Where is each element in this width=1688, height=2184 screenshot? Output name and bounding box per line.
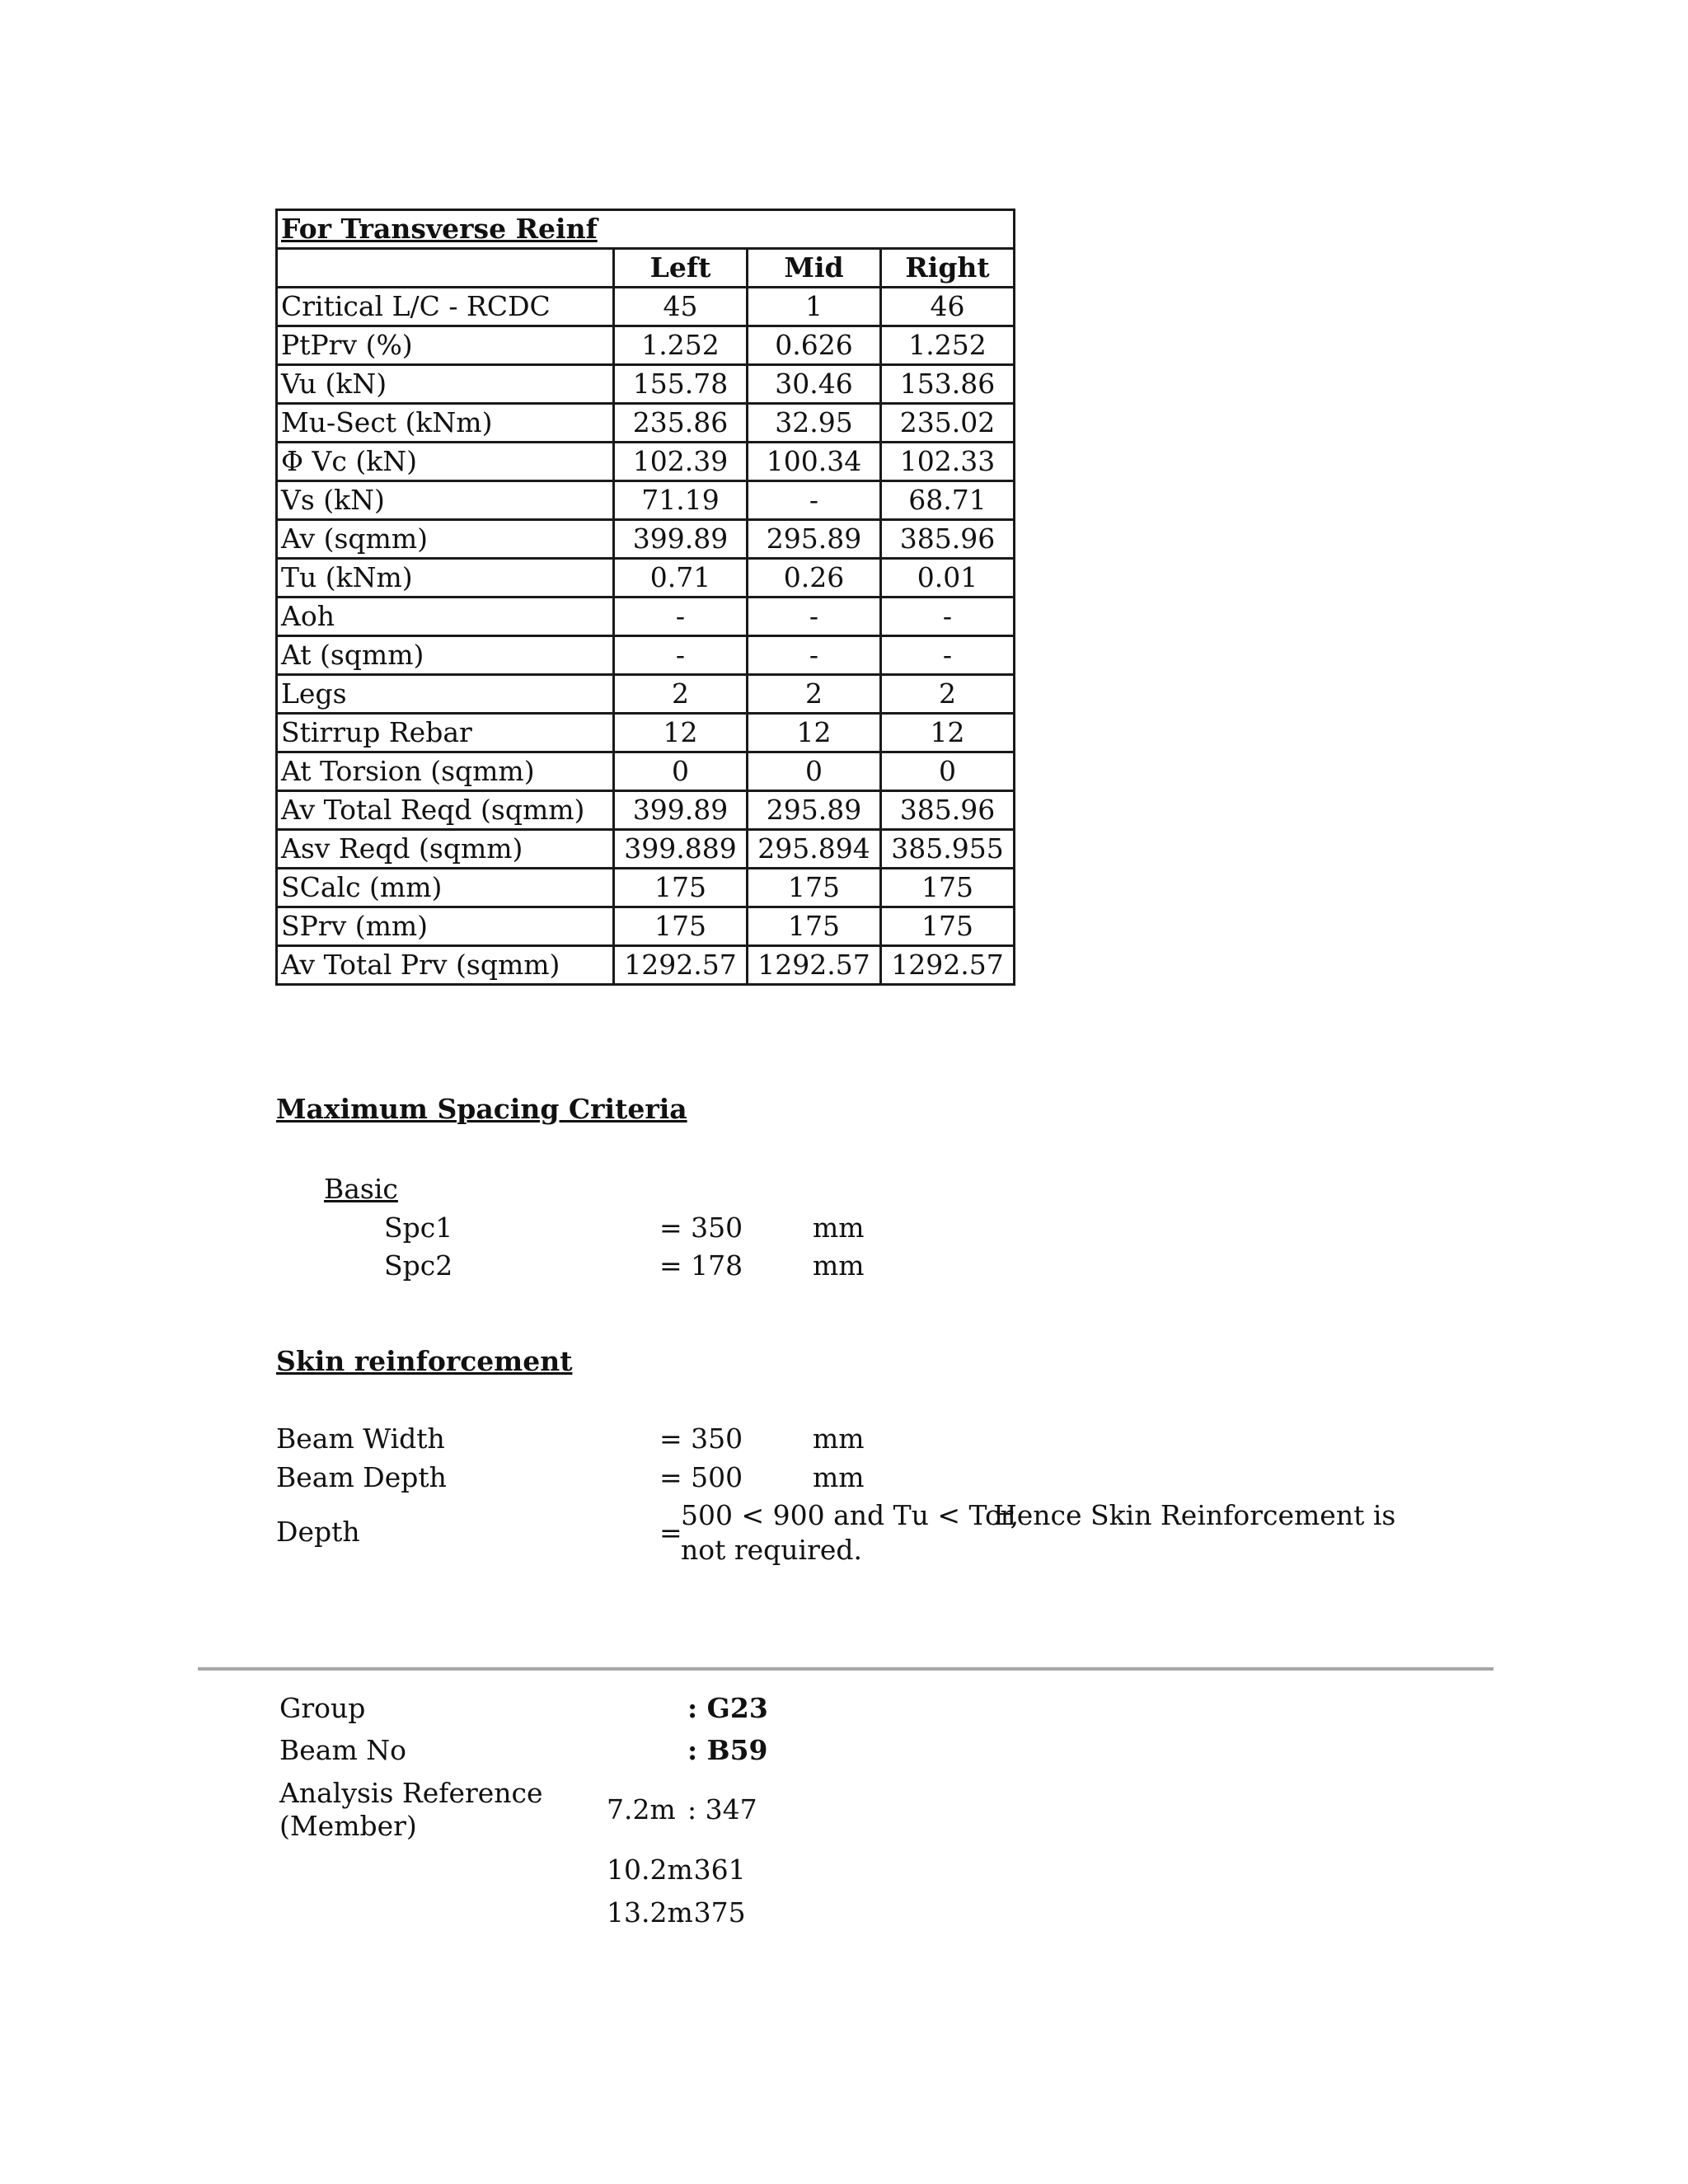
cell-right: 2 bbox=[881, 675, 1015, 714]
cell-right: 0.01 bbox=[881, 559, 1015, 598]
cell-right: 175 bbox=[881, 869, 1015, 907]
row-label: At Torsion (sqmm) bbox=[277, 752, 614, 791]
cell-mid: 295.89 bbox=[748, 791, 881, 830]
analysis-reference-label: Analysis Reference bbox=[279, 1777, 543, 1809]
cell-left: 2 bbox=[614, 675, 748, 714]
cell-mid: 175 bbox=[748, 869, 881, 907]
spc1-label: Spc1 bbox=[384, 1212, 453, 1244]
cell-left: 71.19 bbox=[614, 481, 748, 520]
cell-right: 102.33 bbox=[881, 443, 1015, 481]
cell-left: 0 bbox=[614, 752, 748, 791]
cell-left: 1.252 bbox=[614, 326, 748, 365]
cell-right: 385.955 bbox=[881, 830, 1015, 869]
cell-mid: 0.26 bbox=[748, 559, 881, 598]
ref-member-2: : 361 bbox=[676, 1854, 746, 1886]
table-row bbox=[277, 636, 1015, 675]
cell-left: 399.89 bbox=[614, 520, 748, 559]
row-label: Av Total Reqd (sqmm) bbox=[277, 791, 614, 830]
table-row bbox=[277, 791, 1015, 830]
table-header-row bbox=[277, 249, 1015, 288]
cell-right: 235.02 bbox=[881, 404, 1015, 443]
max-spacing-heading: Maximum Spacing Criteria bbox=[276, 1093, 687, 1125]
cell-right: 12 bbox=[881, 714, 1015, 752]
beam-no-value: : B59 bbox=[687, 1734, 768, 1766]
depth-check-line1: 500 < 900 and Tu < Tcr, bbox=[681, 1499, 1020, 1531]
row-label: Critical L/C - RCDC bbox=[277, 288, 614, 326]
cell-right: 68.71 bbox=[881, 481, 1015, 520]
row-label: SPrv (mm) bbox=[277, 907, 614, 946]
row-label: Stirrup Rebar bbox=[277, 714, 614, 752]
table-title: For Transverse Reinf bbox=[277, 210, 1015, 249]
depth-label: Depth bbox=[276, 1516, 360, 1548]
cell-mid: 175 bbox=[748, 907, 881, 946]
cell-left: 0.71 bbox=[614, 559, 748, 598]
table-row bbox=[277, 946, 1015, 985]
analysis-reference-member-label: (Member) bbox=[279, 1810, 417, 1842]
cell-right: - bbox=[881, 598, 1015, 636]
table-row bbox=[277, 326, 1015, 365]
row-label: Vu (kN) bbox=[277, 365, 614, 404]
ref-member-3: : 375 bbox=[676, 1896, 746, 1929]
row-label: Legs bbox=[277, 675, 614, 714]
depth-check-line2: not required. bbox=[681, 1534, 863, 1566]
column-header-mid: Mid bbox=[748, 249, 881, 288]
row-label: PtPrv (%) bbox=[277, 326, 614, 365]
spc2-label: Spc2 bbox=[384, 1249, 453, 1282]
table-row bbox=[277, 404, 1015, 443]
table-row bbox=[277, 752, 1015, 791]
table-row bbox=[277, 443, 1015, 481]
row-label: Aoh bbox=[277, 598, 614, 636]
cell-left: - bbox=[614, 636, 748, 675]
cell-mid: - bbox=[748, 598, 881, 636]
beam-depth-value: = 500 bbox=[659, 1461, 743, 1493]
cell-right: 175 bbox=[881, 907, 1015, 946]
row-label: At (sqmm) bbox=[277, 636, 614, 675]
cell-left: 235.86 bbox=[614, 404, 748, 443]
table-row bbox=[277, 365, 1015, 404]
row-label: Av Total Prv (sqmm) bbox=[277, 946, 614, 985]
table-row bbox=[277, 598, 1015, 636]
ref-level-3: 13.2m bbox=[607, 1896, 693, 1929]
table-title-row bbox=[277, 210, 1015, 249]
cell-left: 175 bbox=[614, 869, 748, 907]
table-row bbox=[277, 288, 1015, 326]
beam-depth-label: Beam Depth bbox=[276, 1461, 447, 1493]
cell-mid: 2 bbox=[748, 675, 881, 714]
table-row bbox=[277, 830, 1015, 869]
beam-width-unit: mm bbox=[813, 1422, 865, 1455]
cell-mid: 100.34 bbox=[748, 443, 881, 481]
table-row bbox=[277, 869, 1015, 907]
cell-mid: - bbox=[748, 636, 881, 675]
row-label: Mu-Sect (kNm) bbox=[277, 404, 614, 443]
cell-mid: 12 bbox=[748, 714, 881, 752]
table-row bbox=[277, 481, 1015, 520]
row-label: Av (sqmm) bbox=[277, 520, 614, 559]
table-row bbox=[277, 907, 1015, 946]
cell-left: 12 bbox=[614, 714, 748, 752]
spc1-unit: mm bbox=[813, 1212, 865, 1244]
spc1-value: = 350 bbox=[659, 1212, 743, 1244]
row-label: Vs (kN) bbox=[277, 481, 614, 520]
depth-check-conclusion: Hence Skin Reinforcement is bbox=[993, 1499, 1396, 1531]
table-row bbox=[277, 675, 1015, 714]
beam-no-label: Beam No bbox=[279, 1734, 406, 1766]
skin-reinforcement-heading: Skin reinforcement bbox=[276, 1345, 573, 1377]
cell-mid: 30.46 bbox=[748, 365, 881, 404]
table-row bbox=[277, 520, 1015, 559]
cell-right: 0 bbox=[881, 752, 1015, 791]
basic-subheading: Basic bbox=[324, 1173, 398, 1205]
cell-mid: 295.894 bbox=[748, 830, 881, 869]
cell-mid: 0 bbox=[748, 752, 881, 791]
cell-left: - bbox=[614, 598, 748, 636]
cell-left: 399.89 bbox=[614, 791, 748, 830]
row-label: SCalc (mm) bbox=[277, 869, 614, 907]
cell-mid: 1292.57 bbox=[748, 946, 881, 985]
row-label: Φ Vc (kN) bbox=[277, 443, 614, 481]
depth-equals-sign: = bbox=[659, 1516, 682, 1549]
cell-mid: - bbox=[748, 481, 881, 520]
spc2-value: = 178 bbox=[659, 1249, 743, 1282]
cell-left: 1292.57 bbox=[614, 946, 748, 985]
cell-mid: 295.89 bbox=[748, 520, 881, 559]
beam-width-value: = 350 bbox=[659, 1422, 743, 1455]
spc2-unit: mm bbox=[813, 1249, 865, 1282]
row-label: Asv Reqd (sqmm) bbox=[277, 830, 614, 869]
cell-left: 155.78 bbox=[614, 365, 748, 404]
beam-width-label: Beam Width bbox=[276, 1422, 445, 1455]
table-row bbox=[277, 559, 1015, 598]
table-row bbox=[277, 714, 1015, 752]
cell-right: - bbox=[881, 636, 1015, 675]
section-divider bbox=[198, 1667, 1493, 1671]
cell-right: 1292.57 bbox=[881, 946, 1015, 985]
cell-mid: 0.626 bbox=[748, 326, 881, 365]
beam-depth-unit: mm bbox=[813, 1461, 865, 1493]
column-header-right: Right bbox=[881, 249, 1015, 288]
cell-mid: 32.95 bbox=[748, 404, 881, 443]
transverse-reinforcement-table bbox=[275, 209, 1015, 986]
cell-left: 175 bbox=[614, 907, 748, 946]
group-value: : G23 bbox=[687, 1692, 768, 1724]
cell-right: 153.86 bbox=[881, 365, 1015, 404]
cell-mid: 1 bbox=[748, 288, 881, 326]
cell-left: 102.39 bbox=[614, 443, 748, 481]
cell-left: 399.889 bbox=[614, 830, 748, 869]
ref-level-1: 7.2m bbox=[607, 1793, 676, 1825]
row-label: Tu (kNm) bbox=[277, 559, 614, 598]
header-blank-cell bbox=[277, 249, 614, 288]
cell-right: 385.96 bbox=[881, 520, 1015, 559]
group-label: Group bbox=[279, 1692, 366, 1724]
cell-left: 45 bbox=[614, 288, 748, 326]
ref-level-2: 10.2m bbox=[607, 1854, 693, 1886]
ref-member-1: : 347 bbox=[687, 1793, 757, 1825]
column-header-left: Left bbox=[614, 249, 748, 288]
cell-right: 1.252 bbox=[881, 326, 1015, 365]
cell-right: 385.96 bbox=[881, 791, 1015, 830]
cell-right: 46 bbox=[881, 288, 1015, 326]
